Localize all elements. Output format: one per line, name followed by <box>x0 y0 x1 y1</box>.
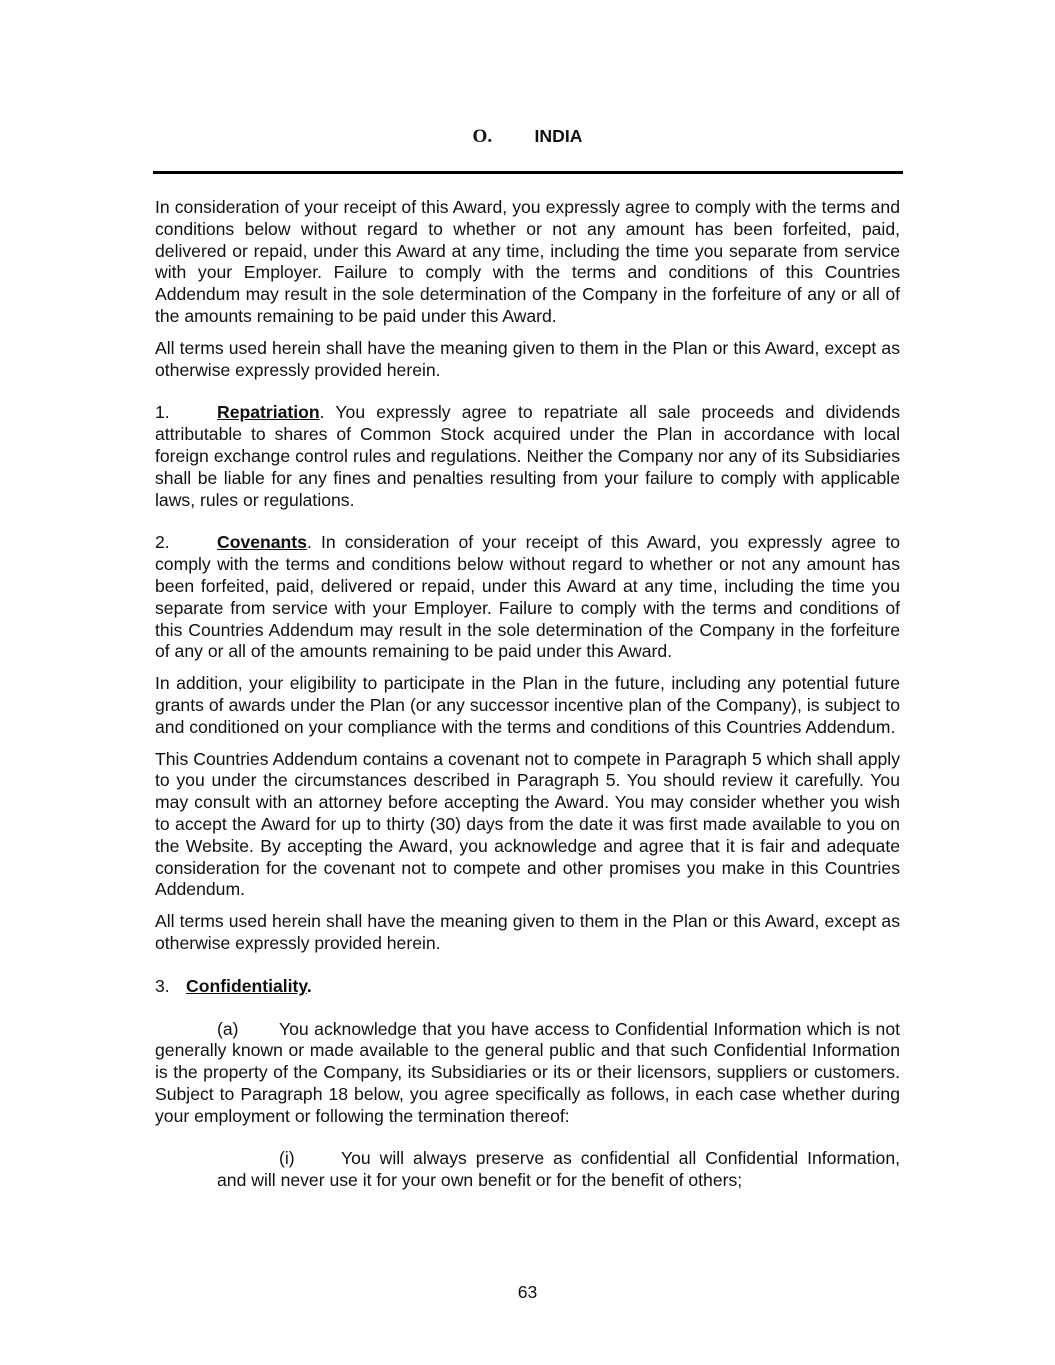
section-3-title: Confidentiality <box>186 975 307 996</box>
section-2-title-punct: . <box>306 532 312 553</box>
section-3-title-punct: . <box>306 975 312 996</box>
intro-paragraph-1: In consideration of your receipt of this Award, you expressly agree to comply with the terms and conditions below without regard to whether or not any amount has been forfeited, paid, delivered or repaid, under this Award at any time, including the time you separate from service with your Employer. Failure to comply with the terms and conditions of this Countries Addendum may result in the sole determination of the Company in the forfeiture of any or all of the amounts remaining to be paid under this Award. <box>155 197 900 326</box>
section-3a-i-text: You will always preserve as confidential all Confidential Information, and will never use it for your own benefit or for the benefit of others; <box>217 1148 900 1191</box>
section-heading <box>0 126 1055 148</box>
heading-letter: O. <box>472 126 493 147</box>
section-1-paragraph <box>155 402 900 511</box>
document-body <box>155 197 900 1192</box>
intro-paragraph-2: All terms used herein shall have the meaning given to them in the Plan or this Award, except as otherwise expressly provided herein. <box>155 337 900 380</box>
page-number: 63 <box>517 1282 538 1302</box>
section-2-paragraph-4: All terms used herein shall have the meaning given to them in the Plan or this Award, except as otherwise expressly provided herein. <box>155 911 900 953</box>
section-2-title: Covenants <box>217 532 307 553</box>
heading-country: INDIA <box>534 126 583 146</box>
section-3a-label: (a) <box>217 1018 239 1039</box>
section-2-text: In consideration of your receipt of this Award, you expressly agree to comply with the terms and conditions below without regard to whether or not any amount has been forfeited, paid, delivered or repaid, under this Award at any time, including the time you separate from service with your Employer. Failure to comply with the terms and conditions of this Countries Addendum may result in the sole determination of the Company in the forfeiture of any or all of the amounts remaining to be paid under this Award. <box>155 532 900 662</box>
section-3-number: 3. <box>155 975 170 996</box>
section-1-title: Repatriation <box>217 402 320 423</box>
section-3a-paragraph <box>155 1019 900 1128</box>
section-2-paragraph <box>155 532 900 663</box>
section-1-number: 1. <box>155 402 170 423</box>
section-1-title-punct: . <box>319 402 325 423</box>
section-2-number: 2. <box>155 532 170 553</box>
heading-rule <box>153 171 903 174</box>
section-2-paragraph-2: In addition, your eligibility to participate in the Plan in the future, including any potential future grants of awards under the Plan (or any successor incentive plan of the Company), is subject to and conditioned on your compliance with the terms and conditions of this Countries Addendum. <box>155 673 900 737</box>
section-3a-i-label: (i) <box>279 1148 295 1169</box>
section-1-text: You expressly agree to repatriate all sale proceeds and dividends attributable to shares of Common Stock acquired under the Plan in accordance with local foreign exchange control rules and regulations. Neither the Company nor any of its Subsidiaries shall be liable for any fines and penalties resulting from your failure to comply with applicable laws, rules or regulations. <box>155 402 900 510</box>
section-3-heading <box>155 976 900 998</box>
section-3a-i-paragraph <box>217 1148 900 1192</box>
section-3a-text: You acknowledge that you have access to Confidential Information which is not generally known or made available to the general public and that such Confidential Information is the property of the Company, its Subsidiaries or its or their licensors, suppliers or customers. Subject to Paragraph 18 below, you agree specifically as follows, in each case whether during your employment or following the termination thereof: <box>155 1018 900 1126</box>
section-2-paragraph-3: This Countries Addendum contains a covenant not to compete in Paragraph 5 which shall apply to you under the circumstances described in Paragraph 5. You should review it carefully. You may consult with an attorney before accepting the Award. You may consider whether you wish to accept the Award for up to thirty (30) days from the date it was first made available to you on the Website. By accepting the Award, you acknowledge and agree that it is fair and adequate consideration for the covenant not to compete and other promises you make in this Countries Addendum. <box>155 748 900 900</box>
